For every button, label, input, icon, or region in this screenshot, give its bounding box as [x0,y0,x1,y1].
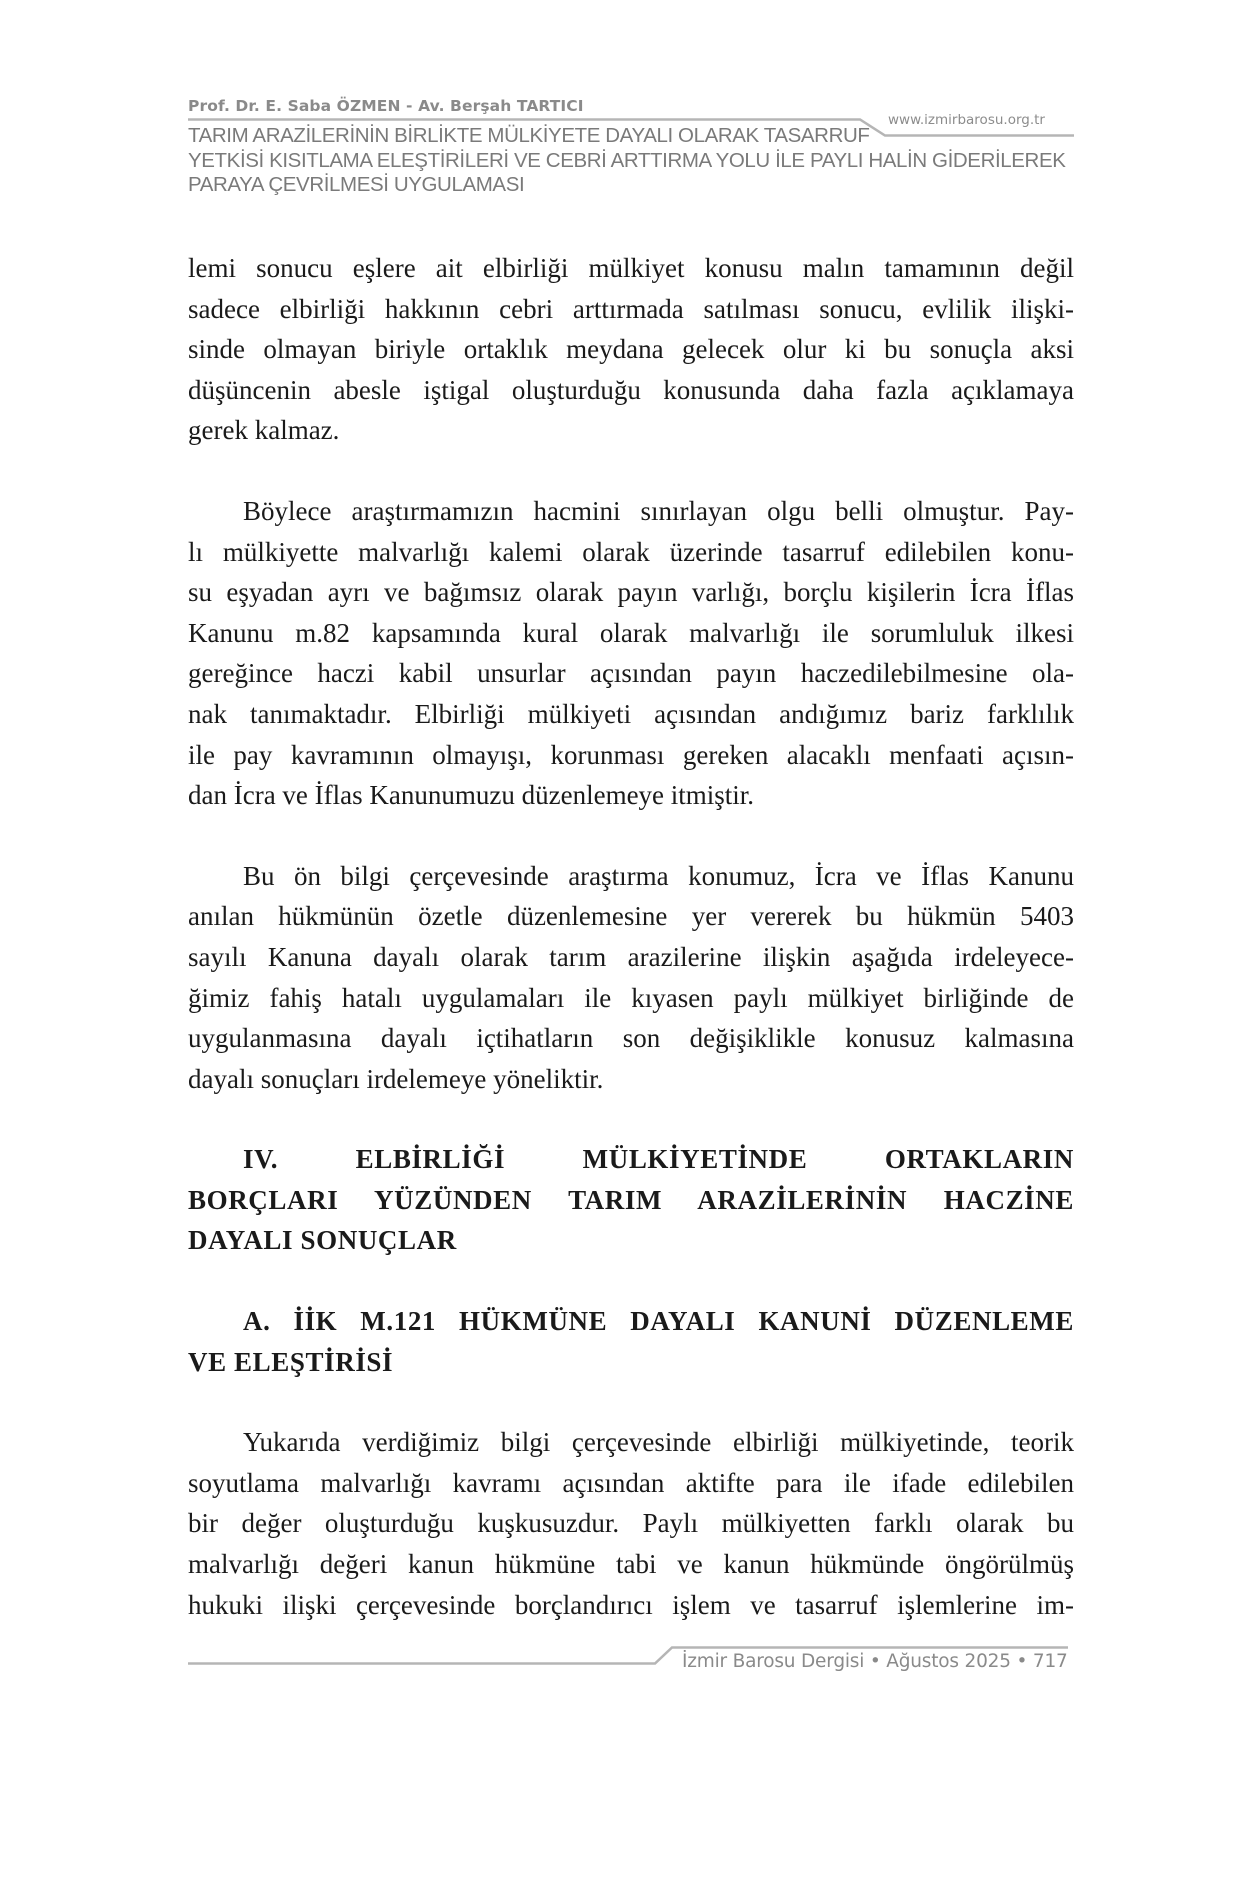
text-line: malvarlığı değeri kanun hükmüne tabi ve kanun hükmünde öngörülmüş [188,1549,1074,1580]
text-line: ğimiz fahiş hatalı uygulamaları ile kıyasen paylı mülkiyet birliğinde de [188,982,1074,1013]
heading-line: BORÇLARI YÜZÜNDEN TARIM ARAZİLERİNİN HACZİNE [188,1184,1074,1215]
heading-line: A. İİK M.121 HÜKMÜNE DAYALI KANUNİ DÜZENLEME [243,1306,1074,1337]
text-line: su eşyadan ayrı ve bağımsız olarak payın varlığı, borçlu kişilerin İcra İflas [188,577,1074,608]
subsection-heading [188,1301,1074,1382]
text-line: Bu ön bilgi çerçevesinde araştırma konumuz, İcra ve İflas Kanunu [243,860,1074,891]
text-line: Böylece araştırmamızın hacmini sınırlayan olgu belli olmuştur. Pay- [243,495,1074,526]
article-running-title [188,124,1088,198]
heading-line: VE ELEŞTİRİSİ [188,1346,394,1377]
paragraph [188,1422,1074,1625]
text-line: sayılı Kanuna dayalı olarak tarım arazilerine ilişkin aşağıda irdeleyece- [188,941,1074,972]
running-title-line: PARAYA ÇEVRİLMESİ UYGULAMASI [188,173,525,196]
text-line: sadece elbirliği hakkının cebri arttırmada satılması sonucu, evlilik ilişki- [188,293,1074,324]
text-line: bir değer oluşturduğu kuşkusuzdur. Paylı mülkiyetten farklı olarak bu [188,1508,1074,1539]
text-line: lı mülkiyette malvarlığı kalemi olarak üzerinde tasarruf edilebilen konu- [188,536,1074,567]
running-title-line: TARIM ARAZİLERİNİN BİRLİKTE MÜLKİYETE DAYALI OLARAK TASARRUF [188,124,870,147]
text-line: anılan hükmünün özetle düzenlemesine yer vererek bu hükmün 5403 [188,901,1074,932]
text-line: Yukarıda verdiğimiz bilgi çerçevesinde elbirliği mülkiyetinde, teorik [243,1427,1074,1458]
text-line: nak tanımaktadır. Elbirliği mülkiyeti açısından andığımız bariz farklılık [188,698,1074,729]
text-line: gereğince haczi kabil unsurlar açısından payın haczedilebilmesine ola- [188,658,1074,689]
footer-separator: • [1016,1651,1028,1672]
paragraph [188,856,1074,1100]
footer-separator: • [869,1651,881,1672]
running-title-line: YETKİSİ KISITLAMA ELEŞTİRİLERİ VE CEBRİ ARTTIRMA YOLU İLE PAYLI HALİN GİDERİLEREK [188,148,1066,172]
paragraph-continued [188,248,1074,451]
footer-issue: Ağustos 2025 [886,1651,1011,1672]
footer-citation [682,1651,1068,1672]
section-heading [188,1139,1074,1261]
text-line: ile pay kavramının olmayışı, korunması gereken alacaklı menfaati açısın- [188,739,1074,770]
heading-line: IV. ELBİRLİĞİ MÜLKİYETİNDE ORTAKLARIN [243,1144,1074,1175]
text-line: lemi sonucu eşlere ait elbirliği mülkiyet konusu malın tamamının değil [188,253,1074,283]
text-line: uygulanmasına dayalı içtihatların son değişiklikle konusuz kalmasına [188,1023,1074,1054]
paragraph [188,491,1074,816]
text-line: dayalı sonuçları irdelemeye yöneliktir. [188,1063,604,1094]
text-line: Kanunu m.82 kapsamında kural olarak malvarlığı ile sorumluluk ilkesi [188,617,1074,648]
text-line: düşüncenin abesle iştigal oluşturduğu konusunda daha fazla açıklamaya [188,374,1074,405]
text-line: hukuki ilişki çerçevesinde borçlandırıcı işlem ve tasarruf işlemlerine im- [188,1589,1074,1620]
text-line: soyutlama malvarlığı kavramı açısından aktifte para ile ifade edilebilen [188,1467,1074,1498]
heading-line: DAYALI SONUÇLAR [188,1225,457,1256]
header-authors: Prof. Dr. E. Saba ÖZMEN - Av. Berşah TARTICI [188,97,584,115]
text-line: dan İcra ve İflas Kanunumuzu düzenlemeye itmiştir. [188,780,755,811]
text-line: gerek kalmaz. [188,415,340,446]
header-website: www.izmirbarosu.org.tr [888,112,1045,128]
footer-journal: İzmir Barosu Dergisi [682,1651,865,1672]
text-line: sinde olmayan biriyle ortaklık meydana gelecek olur ki bu sonuçla aksi [188,334,1074,365]
page-number: 717 [1032,1651,1068,1672]
article-body [188,248,1074,1625]
